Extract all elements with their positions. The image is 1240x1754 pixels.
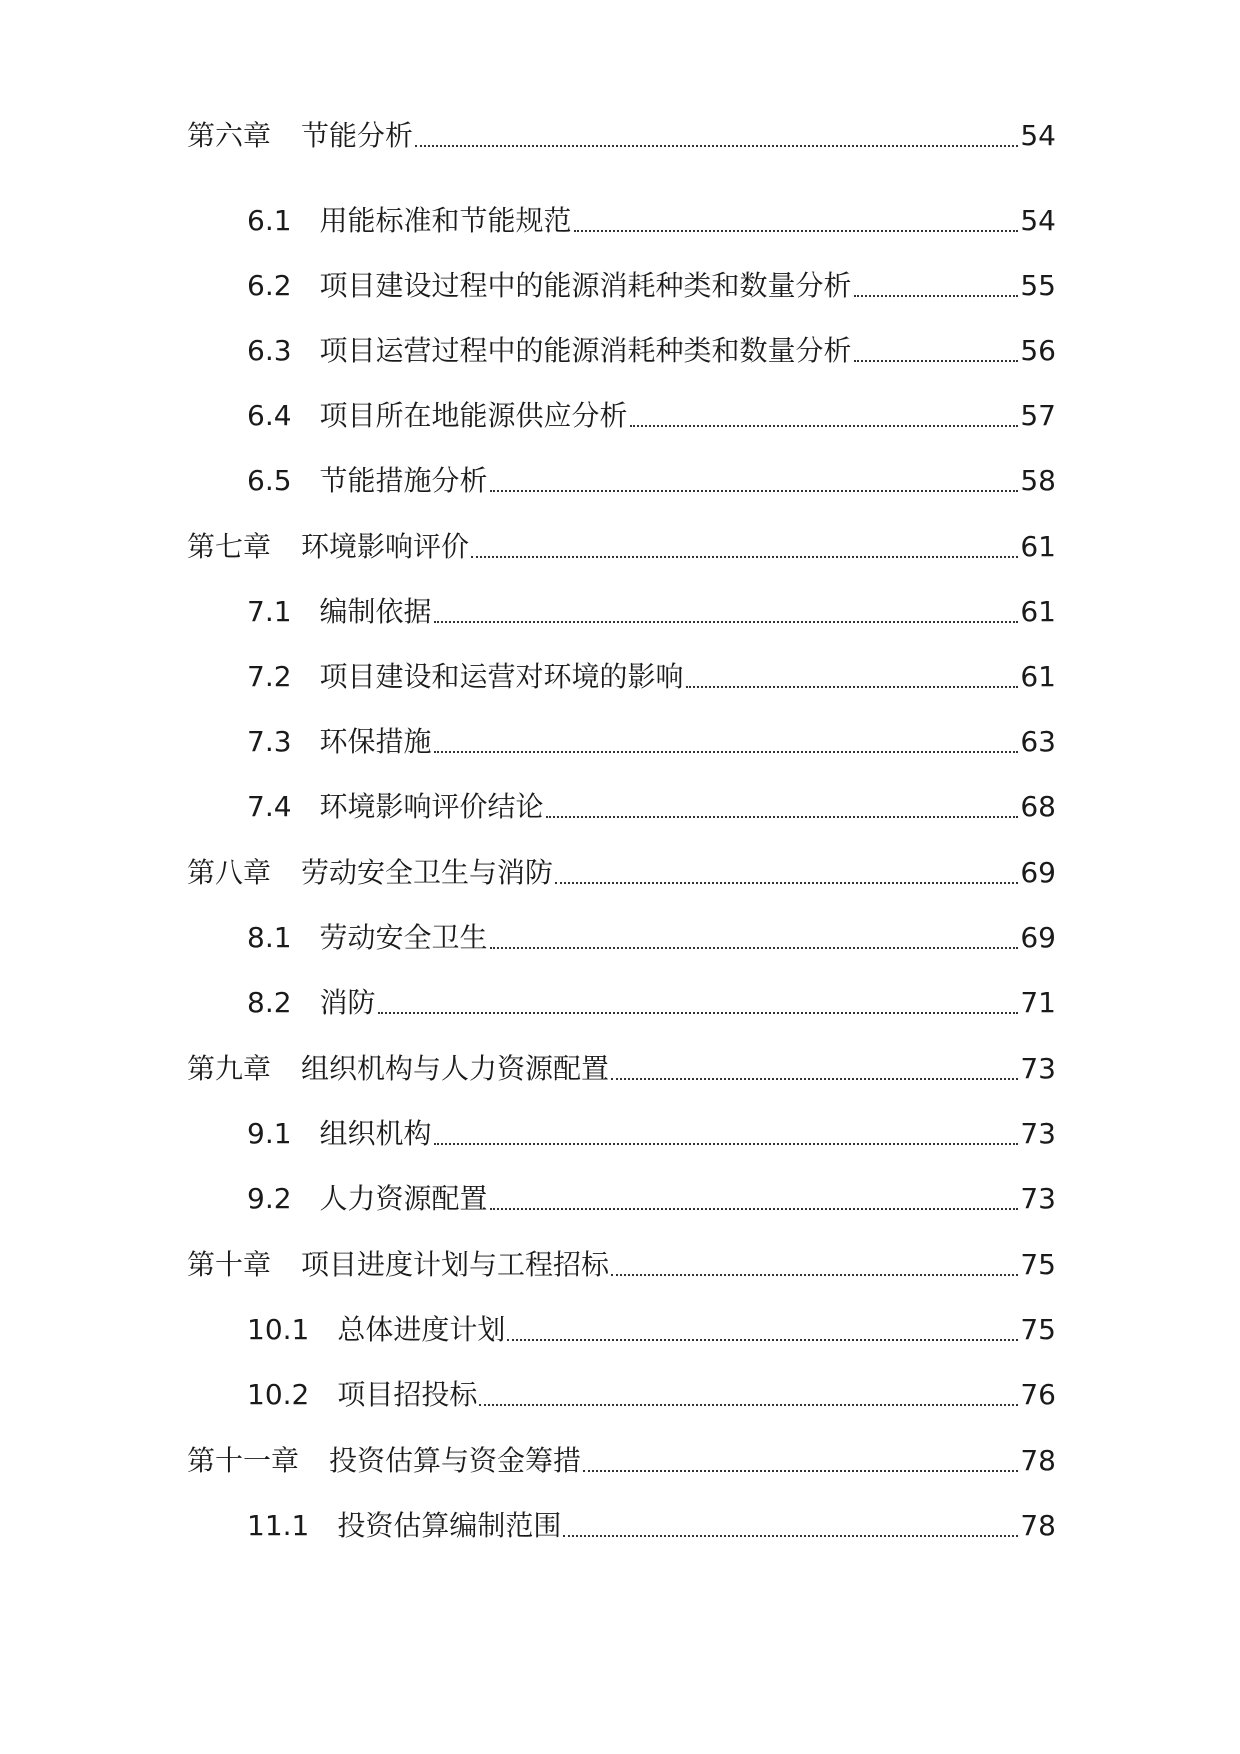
toc-entry-page: 69: [1020, 856, 1056, 889]
toc-entry-page: 75: [1020, 1313, 1056, 1346]
toc-entry-section-10-1[interactable]: [247, 1310, 1056, 1350]
toc-entry-title: 组织机构与人力资源配置: [301, 1052, 610, 1085]
toc-entry-section-7-3[interactable]: [247, 722, 1056, 762]
dot-leader: [854, 346, 1019, 362]
dot-leader: [490, 1194, 1019, 1210]
toc-entry-chapter-7[interactable]: [187, 527, 1056, 567]
toc-entry-section-10-2[interactable]: [247, 1375, 1056, 1415]
toc-entry-page: 54: [1020, 204, 1056, 237]
dot-leader: [546, 802, 1019, 818]
toc-entry-title: 劳动安全卫生: [319, 921, 488, 954]
toc-entry-number: 第七章: [187, 530, 272, 563]
toc-entry-section-9-2[interactable]: [247, 1179, 1056, 1219]
toc-entry-title: 项目所在地能源供应分析: [319, 399, 628, 432]
dot-leader: [471, 542, 1018, 558]
dot-leader: [434, 737, 1019, 753]
toc-entry-page: 61: [1020, 660, 1056, 693]
toc-entry-title: 编制依据: [319, 595, 432, 628]
toc-entry-number: 第六章: [187, 119, 272, 152]
toc-entry-section-7-4[interactable]: [247, 787, 1056, 827]
toc-entry-title: 总体进度计划: [337, 1313, 506, 1346]
toc-entry-section-11-1[interactable]: [247, 1506, 1056, 1546]
toc-entry-page: 63: [1020, 725, 1056, 758]
toc-entry-number: 9.1: [247, 1117, 292, 1150]
toc-entry-section-7-2[interactable]: [247, 657, 1056, 697]
toc-entry-page: 57: [1020, 399, 1056, 432]
dot-leader: [630, 411, 1019, 427]
dot-leader: [686, 672, 1019, 688]
toc-entry-title: 投资估算与资金筹措: [329, 1444, 582, 1477]
toc-entry-page: 61: [1020, 595, 1056, 628]
dot-leader: [611, 1260, 1018, 1276]
toc-entry-number: 6.1: [247, 204, 292, 237]
toc-entry-number: 第十一章: [187, 1444, 300, 1477]
dot-leader: [479, 1390, 1018, 1406]
dot-leader: [415, 131, 1018, 147]
toc-entry-number: 8.1: [247, 921, 292, 954]
toc-entry-number: 10.1: [247, 1313, 310, 1346]
toc-entry-chapter-10[interactable]: [187, 1245, 1056, 1285]
toc-entry-title: 环境影响评价结论: [319, 790, 544, 823]
toc-entry-title: 项目招投标: [337, 1378, 478, 1411]
toc-entry-number: 6.5: [247, 464, 292, 497]
toc-entry-page: 78: [1020, 1444, 1056, 1477]
toc-entry-page: 76: [1020, 1378, 1056, 1411]
toc-entry-chapter-11[interactable]: [187, 1441, 1056, 1481]
toc-entry-chapter-8[interactable]: [187, 853, 1056, 893]
toc-entry-title: 消防: [319, 986, 376, 1019]
toc-entry-section-8-2[interactable]: [247, 983, 1056, 1023]
toc-entry-page: 73: [1020, 1117, 1056, 1150]
toc-entry-title: 项目进度计划与工程招标: [301, 1248, 610, 1281]
toc-entry-title: 节能分析: [301, 119, 414, 152]
dot-leader: [434, 607, 1019, 623]
toc-entry-title: 项目建设和运营对环境的影响: [319, 660, 684, 693]
toc-entry-section-6-4[interactable]: [247, 396, 1056, 436]
toc-entry-section-6-3[interactable]: [247, 331, 1056, 371]
toc-entry-number: 8.2: [247, 986, 292, 1019]
toc-entry-section-6-5[interactable]: [247, 461, 1056, 501]
toc-entry-page: 73: [1020, 1052, 1056, 1085]
toc-entry-page: 54: [1020, 119, 1056, 152]
toc-entry-page: 61: [1020, 530, 1056, 563]
toc-entry-number: 10.2: [247, 1378, 310, 1411]
dot-leader: [854, 281, 1019, 297]
dot-leader: [563, 1521, 1018, 1537]
toc-entry-number: 第九章: [187, 1052, 272, 1085]
dot-leader: [378, 998, 1019, 1014]
toc-entry-section-8-1[interactable]: [247, 918, 1056, 958]
toc-entry-number: 6.4: [247, 399, 292, 432]
toc-entry-number: 7.3: [247, 725, 292, 758]
toc-entry-title: 项目运营过程中的能源消耗种类和数量分析: [319, 334, 852, 367]
toc-entry-page: 69: [1020, 921, 1056, 954]
toc-entry-number: 第十章: [187, 1248, 272, 1281]
toc-entry-title: 节能措施分析: [319, 464, 488, 497]
toc-entry-title: 投资估算编制范围: [337, 1509, 562, 1542]
toc-entry-section-6-2[interactable]: [247, 266, 1056, 306]
dot-leader: [574, 216, 1019, 232]
toc-entry-page: 75: [1020, 1248, 1056, 1281]
toc-entry-page: 73: [1020, 1182, 1056, 1215]
toc-entry-chapter-9[interactable]: [187, 1049, 1056, 1089]
toc-entry-number: 6.3: [247, 334, 292, 367]
toc-entry-title: 用能标准和节能规范: [319, 204, 572, 237]
toc-entry-number: 7.2: [247, 660, 292, 693]
toc-entry-title: 人力资源配置: [319, 1182, 488, 1215]
toc-entry-title: 项目建设过程中的能源消耗种类和数量分析: [319, 269, 852, 302]
toc-entry-section-7-1[interactable]: [247, 592, 1056, 632]
dot-leader: [434, 1129, 1019, 1145]
dot-leader: [507, 1325, 1018, 1341]
toc-entry-chapter-6[interactable]: [187, 116, 1056, 156]
dot-leader: [583, 1456, 1018, 1472]
toc-entry-page: 68: [1020, 790, 1056, 823]
toc-entry-number: 6.2: [247, 269, 292, 302]
dot-leader: [611, 1064, 1018, 1080]
dot-leader: [490, 476, 1019, 492]
toc-entry-page: 71: [1020, 986, 1056, 1019]
toc-entry-number: 第八章: [187, 856, 272, 889]
toc-entry-number: 9.2: [247, 1182, 292, 1215]
toc-entry-section-9-1[interactable]: [247, 1114, 1056, 1154]
toc-entry-page: 78: [1020, 1509, 1056, 1542]
toc-entry-number: 7.4: [247, 790, 292, 823]
toc-entry-title: 劳动安全卫生与消防: [301, 856, 554, 889]
dot-leader: [490, 933, 1019, 949]
toc-entry-page: 58: [1020, 464, 1056, 497]
toc-entry-title: 环保措施: [319, 725, 432, 758]
dot-leader: [555, 868, 1018, 884]
toc-entry-title: 组织机构: [319, 1117, 432, 1150]
toc-entry-page: 55: [1020, 269, 1056, 302]
toc-entry-section-6-1[interactable]: [247, 201, 1056, 241]
toc-entry-number: 7.1: [247, 595, 292, 628]
toc-entry-page: 56: [1020, 334, 1056, 367]
toc-entry-number: 11.1: [247, 1509, 310, 1542]
toc-entry-title: 环境影响评价: [301, 530, 470, 563]
